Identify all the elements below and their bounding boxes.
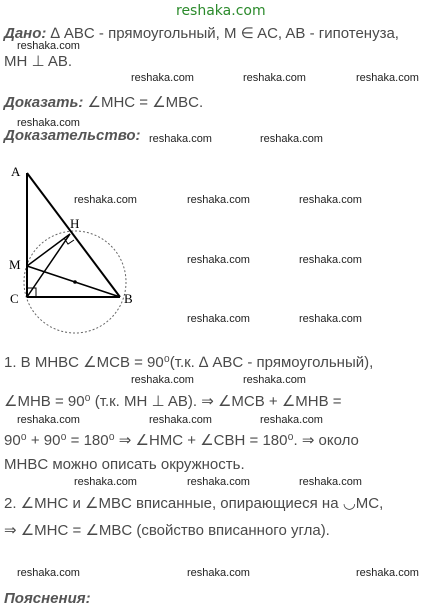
explanations-heading: Пояснения:	[4, 590, 91, 607]
watermark: reshaka.com	[243, 72, 306, 84]
step2-line1: 2. ∠MHC и ∠MBC вписанные, опирающиеся на ◡MC,	[4, 495, 384, 512]
watermark: reshaka.com	[149, 133, 212, 145]
step2-line2: ⇒ ∠MHC = ∠MBC (свойство вписанного угла).	[4, 522, 330, 539]
watermark: reshaka.com	[187, 254, 250, 266]
step1-line1: 1. В MHBC ∠MCB = 90⁰(т.к. ∆ ABC - прямоугольный),	[4, 354, 374, 371]
geometry-figure	[0, 155, 200, 335]
prove-text: ∠MHC = ∠MBC.	[87, 94, 204, 111]
watermark: reshaka.com	[356, 567, 419, 579]
label-h: H	[70, 216, 80, 231]
prove-heading: Доказать:	[4, 94, 84, 111]
watermark: reshaka.com	[260, 414, 323, 426]
watermark: reshaka.com	[187, 567, 250, 579]
side-ab	[27, 173, 120, 297]
watermark: reshaka.com	[299, 254, 362, 266]
watermark: reshaka.com	[17, 567, 80, 579]
label-a: A	[11, 164, 21, 179]
given-text-2: MH ⊥ AB.	[4, 53, 73, 70]
watermark: reshaka.com	[356, 72, 419, 84]
label-c: C	[10, 291, 19, 306]
watermark: reshaka.com	[131, 374, 194, 386]
watermark: reshaka.com	[17, 414, 80, 426]
watermark: reshaka.com	[17, 117, 80, 129]
given-text: ∆ ABC - прямоугольный, M ∈ AC, AB - гипотенуза,	[50, 25, 399, 42]
watermark: reshaka.com	[187, 194, 250, 206]
step1-line2: ∠MHB = 90⁰ (т.к. MH ⊥ AB). ⇒ ∠MCB + ∠MHB =	[4, 393, 342, 410]
watermark: reshaka.com	[149, 414, 212, 426]
prove-line	[4, 93, 203, 111]
given-heading: Дано:	[4, 25, 47, 42]
watermark: reshaka.com	[260, 133, 323, 145]
step1-line4: MHBC можно описать окружность.	[4, 456, 245, 473]
circle-center	[73, 280, 77, 284]
watermark: reshaka.com	[74, 476, 137, 488]
watermark: reshaka.com	[131, 72, 194, 84]
label-b: B	[124, 291, 133, 306]
watermark: reshaka.com	[187, 476, 250, 488]
watermark: reshaka.com	[187, 313, 250, 325]
watermark: reshaka.com	[17, 40, 80, 52]
segment-mh	[27, 234, 70, 266]
step1-line3: 90⁰ + 90⁰ = 180⁰ ⇒ ∠HMC + ∠CBH = 180⁰. ⇒ около	[4, 432, 359, 449]
label-m: M	[9, 257, 21, 272]
watermark: reshaka.com	[74, 194, 137, 206]
watermark: reshaka.com	[243, 374, 306, 386]
watermark: reshaka.com	[299, 313, 362, 325]
right-angle-h	[64, 238, 74, 244]
watermark: reshaka.com	[299, 476, 362, 488]
proof-heading: Доказательство:	[4, 127, 141, 144]
site-watermark-top: reshaka.com	[176, 3, 266, 19]
watermark: reshaka.com	[299, 194, 362, 206]
